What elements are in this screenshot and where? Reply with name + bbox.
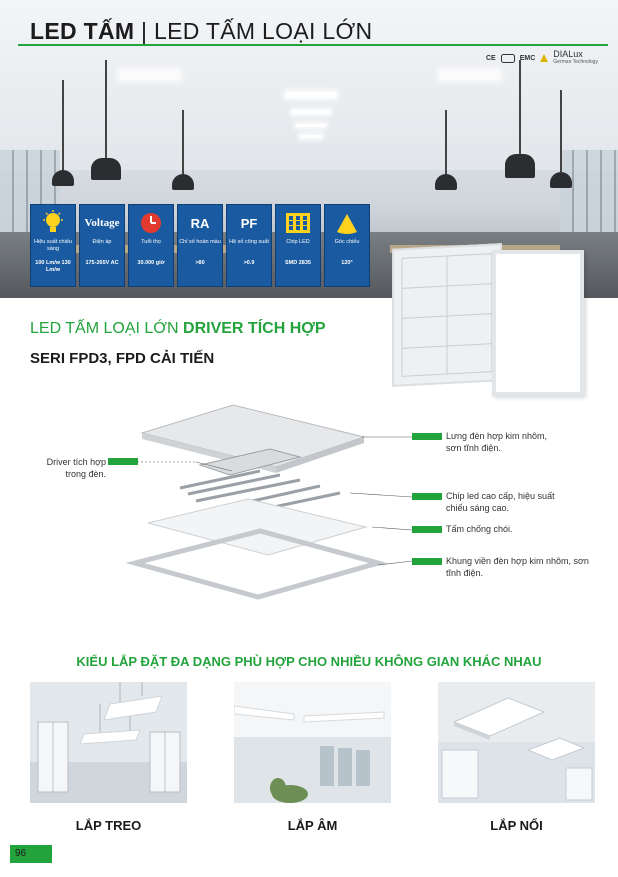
callout-back-housing: Lưng đèn hợp kim nhôm, sơn tĩnh điện. — [446, 431, 547, 453]
spec-tile-power-factor — [226, 204, 272, 287]
spec-tile-chip — [275, 204, 321, 287]
callout-marker — [412, 558, 442, 565]
callout-marker — [412, 433, 442, 440]
pendant-lamp-icon — [52, 170, 74, 186]
caption-surface: LẮP NỔI — [490, 818, 543, 833]
dialux-logo-icon — [540, 54, 548, 62]
bulb-icon — [42, 209, 64, 237]
title-main: LED TẤM — [30, 18, 135, 44]
page-number: 96 — [10, 845, 52, 863]
spec-value: SMD 2835 — [285, 260, 311, 266]
spec-value: 175-265V AC — [85, 260, 119, 266]
dialux-sub: German Technology — [553, 59, 598, 65]
callout-anti-glare: Tấm chống chói. — [446, 524, 513, 534]
spec-label: Tuổi thọ — [141, 239, 161, 245]
spec-label: Góc chiếu — [334, 239, 360, 245]
spec-tile-cri — [177, 204, 223, 287]
ceiling-panel — [286, 92, 336, 98]
caption-recessed: LẮP ÂM — [287, 818, 338, 833]
title-bar — [18, 12, 608, 46]
lamp-cord — [445, 110, 447, 175]
chip-icon — [286, 209, 310, 237]
pendant-lamp-icon — [435, 174, 457, 190]
spec-tile-lifetime — [128, 204, 174, 287]
certifications — [486, 50, 598, 66]
photo-recessed — [234, 682, 391, 803]
headline-prefix: LED TẤM LOẠI LỚN — [30, 320, 179, 337]
headline — [30, 320, 326, 338]
spec-value: 120° — [341, 260, 353, 266]
spec-label: Chip LED — [286, 239, 310, 245]
dialux-badge — [553, 50, 598, 66]
ra-icon — [191, 209, 210, 237]
lamp-cord — [519, 60, 521, 156]
ce-mark-icon: CE — [486, 54, 496, 62]
product-panel-back — [392, 243, 502, 387]
spec-value: >0.9 — [243, 260, 255, 266]
title-separator: | — [141, 18, 148, 44]
spec-value: >80 — [195, 260, 205, 266]
panel-back-ribs — [394, 245, 500, 385]
headline-emphasis: DRIVER TÍCH HỢP — [183, 320, 326, 337]
ceiling-panel — [120, 70, 180, 80]
suspended-scene — [30, 682, 187, 803]
recessed-scene — [234, 682, 391, 803]
pendant-lamp-icon — [550, 172, 572, 188]
spec-tile-voltage — [79, 204, 125, 287]
spec-tile-efficiency — [30, 204, 76, 287]
callout-frame: Khung viền đèn hợp kim nhôm, sơn tĩnh điện. — [446, 556, 589, 578]
lamp-cord — [182, 110, 184, 175]
caption-suspended: LẮP TREO — [75, 818, 142, 833]
pf-icon — [241, 209, 258, 237]
spec-row — [30, 204, 370, 287]
ceiling-panel — [296, 124, 326, 127]
voltage-icon — [84, 209, 119, 237]
ceiling-panel — [440, 70, 500, 80]
page-title — [30, 18, 372, 45]
pendant-lamp-icon — [91, 158, 121, 180]
surface-scene — [438, 682, 595, 803]
clock-icon — [139, 209, 163, 237]
anti-glare-sheet — [148, 499, 366, 555]
product-panel-front — [492, 250, 584, 396]
lamp-cord — [62, 80, 64, 172]
series-title: SERI FPD3, FPD CẢI TIẾN — [30, 350, 215, 367]
spec-value: 30.000 giờ — [137, 260, 165, 266]
spec-tile-beam-angle — [324, 204, 370, 287]
beam-angle-icon — [335, 209, 359, 237]
ra-symbol: RA — [190, 215, 210, 231]
dialux-label: DIALux — [553, 49, 583, 59]
photo-suspended — [30, 682, 187, 803]
callout-marker — [412, 493, 442, 500]
lamp-cord — [560, 90, 562, 172]
callout-marker — [108, 458, 138, 465]
ceiling-panel — [300, 135, 322, 138]
emc-mark: EMC — [519, 54, 536, 62]
spec-label: Hệ số công suất — [229, 239, 269, 245]
pendant-lamp-icon — [172, 174, 194, 190]
ceiling-panel — [292, 110, 330, 114]
voltage-symbol: Voltage — [84, 217, 120, 229]
photo-surface — [438, 682, 595, 803]
callout-marker — [412, 526, 442, 533]
spec-value: 100 Lm/w 130 Lm/w — [35, 260, 71, 273]
spec-label: Điện áp — [92, 239, 112, 245]
pf-symbol: PF — [240, 215, 258, 231]
rohs-icon — [501, 54, 515, 63]
pendant-lamp-icon — [505, 154, 535, 178]
title-sub: LED TẤM LOẠI LỚN — [154, 18, 373, 44]
install-title: KIỂU LẮP ĐẶT ĐA DẠNG PHÙ HỢP CHO NHIỀU KHÔNG GIAN KHÁC NHAU — [76, 654, 542, 669]
lamp-cord — [105, 60, 107, 160]
spec-label: Hiệu suất chiếu sáng — [34, 239, 72, 252]
callout-led-chip: Chip led cao cấp, hiệu suất chiếu sáng cao. — [446, 491, 555, 513]
spec-label: Chỉ số hoàn màu — [179, 239, 221, 245]
callout-driver: Driver tích hợp trong đèn. — [46, 457, 106, 479]
